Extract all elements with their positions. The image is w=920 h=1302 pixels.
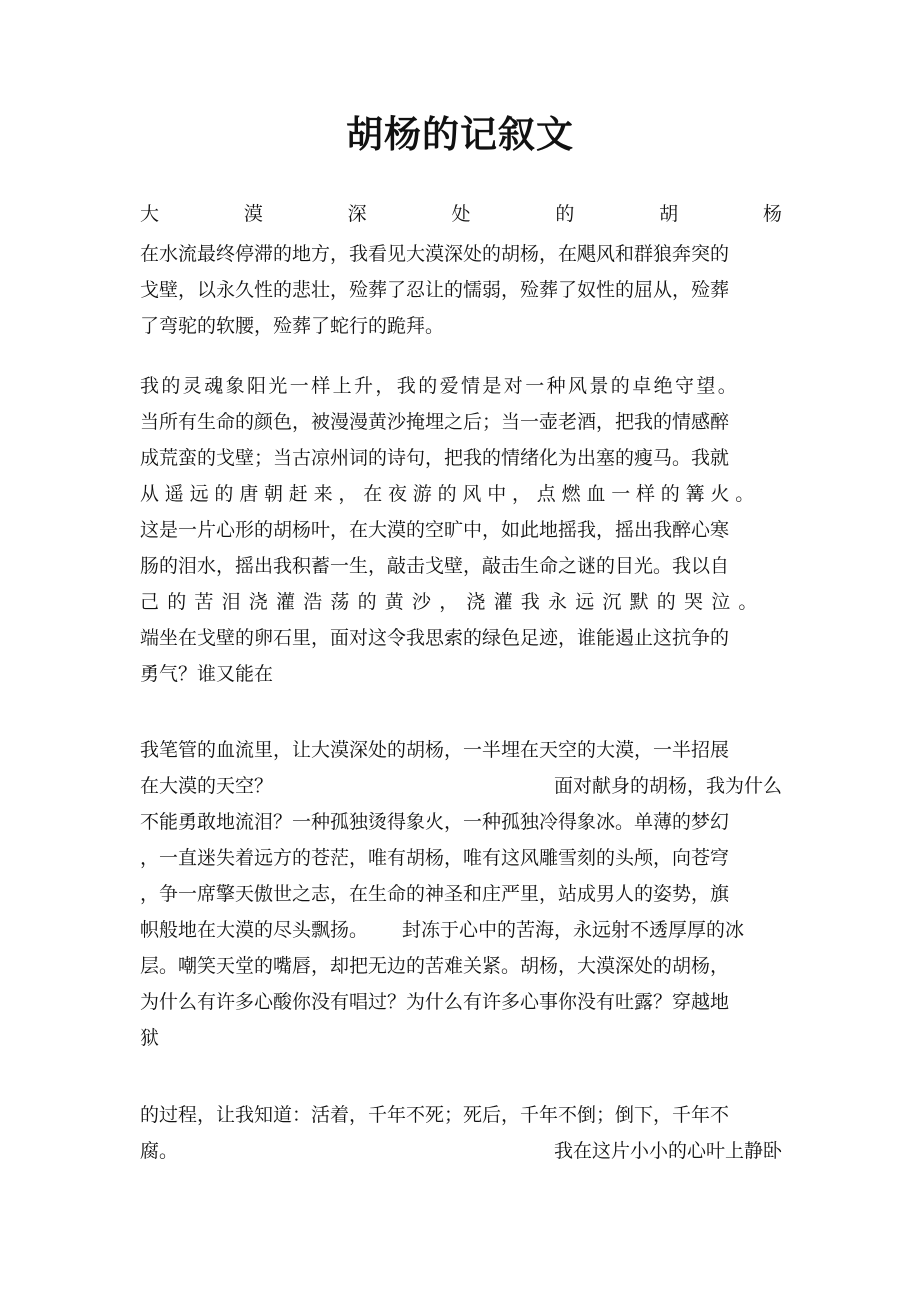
text-line: 狱	[140, 1027, 160, 1049]
heading-char: 深	[347, 203, 367, 225]
text-line: 在水流最终停滞的地方，我看见大漠深处的胡杨，在飓风和群狼奔突的	[140, 243, 730, 265]
text-line-split	[140, 1133, 782, 1169]
text-line-split	[140, 912, 782, 948]
text-line: 的过程，让我知道：活着，千年不死；死后，千年不倒；倒下，千年不	[140, 1104, 730, 1126]
text-line: 戈壁，以永久性的悲壮，殓葬了忍让的懦弱，殓葬了奴性的屈从，殓葬	[140, 279, 730, 301]
paragraph-3	[140, 732, 782, 1056]
heading-char: 的	[555, 203, 575, 225]
text-segment: 封冻于心中的苦海，永远射不透厚厚的冰	[402, 919, 745, 941]
text-line: ，一直迷失着远方的苍茫，唯有胡杨，唯有这风雕雪刻的头颅，向苍穹	[140, 847, 730, 869]
text-line: 我笔管的血流里，让大漠深处的胡杨，一半埋在天空的大漠，一半招展	[140, 739, 730, 761]
text-line: 端坐在戈壁的卵石里，面对这令我思索的绿色足迹，谁能遏止这抗争的	[140, 627, 730, 649]
text-line: 了弯驼的软腰，殓葬了蛇行的跪拜。	[140, 315, 445, 337]
heading-char: 大	[140, 203, 160, 225]
section-heading-line	[140, 196, 782, 232]
paragraph-2	[140, 368, 782, 692]
text-segment: 我在这片小小的心叶上静卧	[553, 1140, 782, 1162]
heading-char: 处	[451, 203, 471, 225]
text-segment: 在大漠的天空？	[140, 775, 274, 797]
text-line: 为什么有许多心酸你没有唱过？为什么有许多心事你没有吐露？穿越地	[140, 991, 730, 1013]
text-segment: 帜般地在大漠的尽头飘扬。	[140, 919, 369, 941]
text-line: 从遥远的唐朝赶来，在夜游的风中，点燃血一样的篝火。	[140, 483, 761, 505]
text-line: 层。嘲笑天堂的嘴唇，却把无边的苦难关紧。胡杨，大漠深处的胡杨，	[140, 955, 730, 977]
heading-char: 杨	[762, 203, 782, 225]
text-line: ，争一席擎天傲世之志，在生命的神圣和庄严里，站成男人的姿势，旗	[140, 883, 730, 905]
text-line-split	[140, 768, 782, 804]
heading-char: 胡	[659, 203, 679, 225]
text-line: 成荒蛮的戈壁；当古凉州词的诗句，把我的情绪化为出塞的瘦马。我就	[140, 447, 730, 469]
text-line: 勇气？谁又能在	[140, 663, 274, 685]
text-segment: 面对献身的胡杨，我为什么	[553, 775, 782, 797]
text-line: 不能勇敢地流泪？一种孤独烫得象火，一种孤独冷得象冰。单薄的梦幻	[140, 811, 730, 833]
heading-char: 漠	[243, 203, 263, 225]
paragraph-1	[140, 236, 782, 344]
text-line: 肠的泪水，摇出我积蓄一生，敲击戈壁，敲击生命之谜的目光。我以自	[140, 555, 730, 577]
text-segment: 腐。	[140, 1140, 179, 1162]
paragraph-4	[140, 1097, 782, 1169]
document-title: 胡杨的记叙文	[346, 112, 574, 156]
text-line: 己的苦泪浇灌浩荡的黄沙，浇灌我永远沉默的哭泣。	[140, 591, 766, 613]
text-line: 这是一片心形的胡杨叶，在大漠的空旷中，如此地摇我，摇出我醉心寒	[140, 519, 730, 541]
text-line: 我的灵魂象阳光一样上升，我的爱情是对一种风景的卓绝守望。	[140, 375, 740, 397]
section-heading	[140, 196, 782, 232]
text-line: 当所有生命的颜色，被漫漫黄沙掩埋之后；当一壶老酒，把我的情感醉	[140, 411, 730, 433]
